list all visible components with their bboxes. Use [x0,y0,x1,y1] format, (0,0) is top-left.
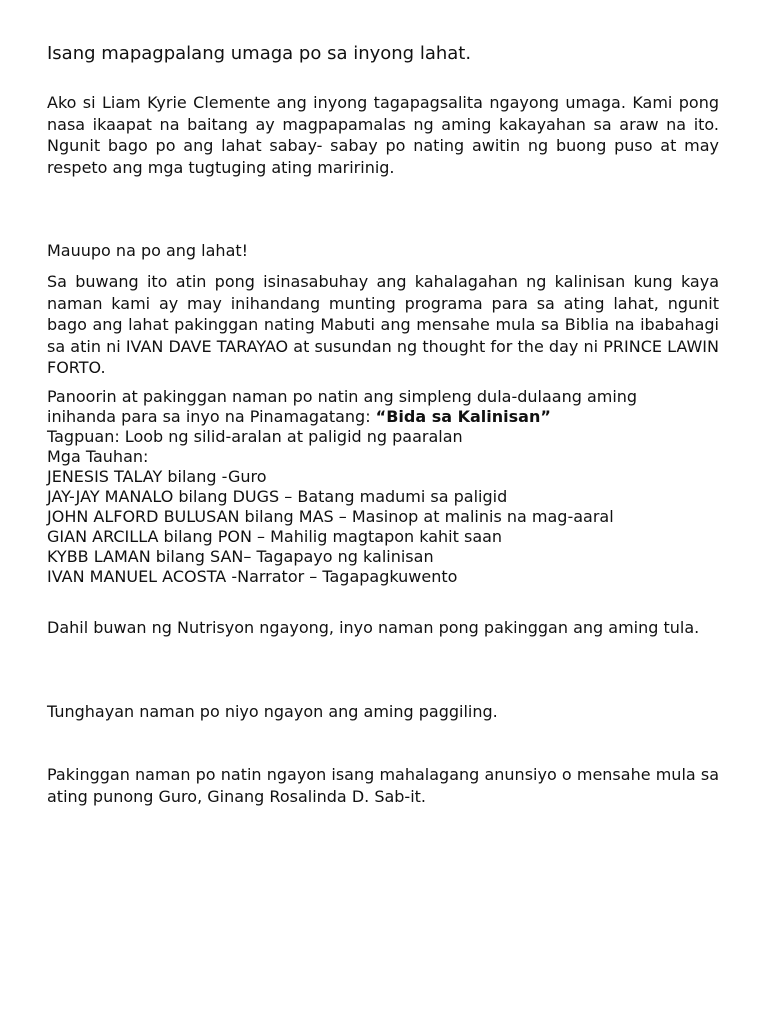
nutrisyon-paragraph: Dahil buwan ng Nutrisyon ngayong, inyo naman pong pakinggan ang aming tula. [47,618,700,637]
play-intro-line: Panoorin at pakinggan naman po natin ang simpleng dula-dulaang aming [47,387,638,406]
greeting-heading: Isang mapagpalang umaga po sa inyong lahat. [47,43,472,64]
cast-member: KYBB LAMAN bilang SAN– Tagapayo ng kalinisan [47,547,434,566]
play-title-line [47,407,719,427]
cast-member: JENESIS TALAY bilang -Guro [47,467,267,486]
cast-member: GIAN ARCILLA bilang PON – Mahilig magtapon kahit saan [47,527,503,546]
play-title: “Bida sa Kalinisan” [375,407,551,426]
mauupo-line: Mauupo na po ang lahat! [47,241,249,260]
play-setting: Tagpuan: Loob ng silid-aralan at paligid ng paaralan [47,427,463,446]
cast-member: IVAN MANUEL ACOSTA -Narrator – Tagapagkuwento [47,567,458,586]
play-section [47,387,719,587]
cast-header: Mga Tauhan: [47,447,149,466]
play-title-prefix: inihanda para sa inyo na Pinamagatang: [47,407,376,426]
intro-paragraph: Ako si Liam Kyrie Clemente ang inyong tagapagsalita ngayong umaga. Kami pong nasa ikaapat na baitang ay magpapamalas ng aming kakayahan sa araw na ito. Ngunit bago po ang lahat sabay- sabay po nating awitin ng buong puso at may respeto ang mga tugtuging ating maririnig. [47,93,719,177]
tunghayan-line: Tunghayan naman po niyo ngayon ang aming paggiling. [47,702,498,721]
kalinisan-paragraph: Sa buwang ito atin pong isinasabuhay ang kahalagahan ng kalinisan kung kaya naman kami ay may inihandang munting programa para sa ating lahat, ngunit bago ang lahat pakinggan nating Mabuti ang mensahe mula sa Biblia na ibabahagi sa atin ni IVAN DAVE TARAYAO at susundan ng thought for the day ni PRINCE LAWIN FORTO. [47,272,719,377]
cast-member: JOHN ALFORD BULUSAN bilang MAS – Masinop at malinis na mag-aaral [47,507,614,526]
cast-member: JAY-JAY MANALO bilang DUGS – Batang madumi sa paligid [47,487,508,506]
anunsiyo-paragraph: Pakinggan naman po natin ngayon isang mahalagang anunsiyo o mensahe mula sa ating punong Guro, Ginang Rosalinda D. Sab-it. [47,765,719,806]
